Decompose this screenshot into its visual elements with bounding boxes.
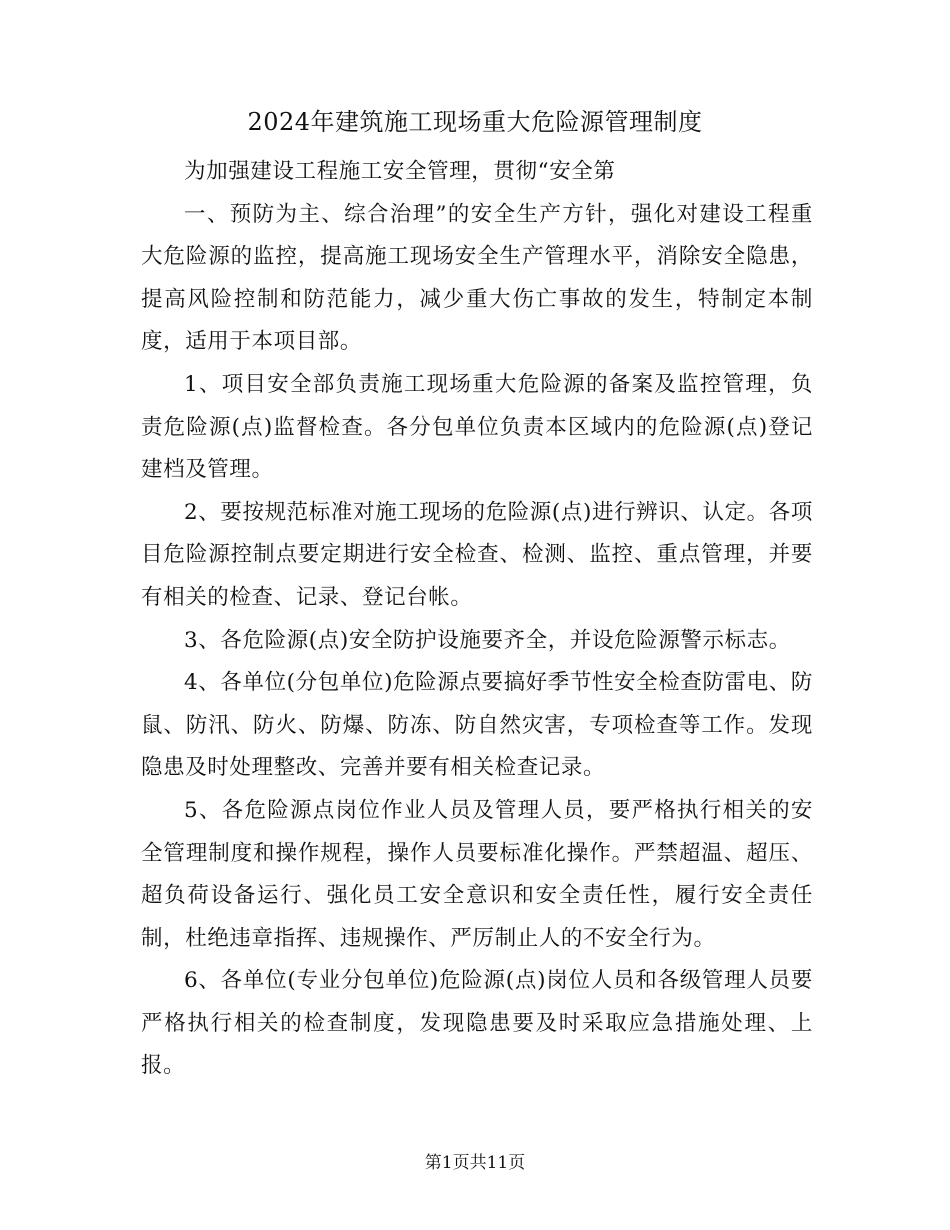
paragraph-item-4: 4、各单位(分包单位)危险源点要搞好季节性安全检查防雷电、防鼠、防汛、防火、防爆、防冻、防自然灾害，专项检查等工作。发现隐患及时处理整改、完善并要有相关检查记录。	[141, 670, 813, 781]
document-title: 2024年建筑施工现场重大危险源管理制度	[247, 108, 703, 136]
document-body	[141, 151, 813, 1088]
paragraph-item-2: 2、要按规范标准对施工现场的危险源(点)进行辨识、认定。各项目危险源控制点要定期进行安全检查、检测、监控、重点管理，并要有相关的检查、记录、登记台帐。	[141, 499, 813, 610]
paragraph-intro: 为加强建设工程施工安全管理，贯彻“安全第	[184, 159, 616, 184]
paragraph-principle: 一、预防为主、综合治理”的安全生产方针，强化对建设工程重大危险源的监控，提高施工现场安全生产管理水平，消除安全隐患，提高风险控制和防范能力，减少重大伤亡事故的发生，特制定本制度，适用于本项目部。	[141, 201, 813, 355]
paragraph-item-5: 5、各危险源点岗位作业人员及管理人员，要严格执行相关的安全管理制度和操作规程，操作人员要标准化操作。严禁超温、超压、超负荷设备运行、强化员工安全意识和安全责任性，履行安全责任制，杜绝违章指挥、违规操作、严厉制止人的不安全行为。	[141, 797, 813, 951]
paragraph-item-3: 3、各危险源(点)安全防护设施要齐全，并设危险源警示标志。	[184, 627, 791, 653]
page-number: 第1页共11页	[424, 1153, 526, 1173]
paragraph-item-1: 1、项目安全部负责施工现场重大危险源的备案及监控管理，负责危险源(点)监督检查。各分包单位负责本区域内的危险源(点)登记建档及管理。	[141, 371, 813, 483]
paragraph-item-6: 6、各单位(专业分包单位)危险源(点)岗位人员和各级管理人员要严格执行相关的检查制度，发现隐患要及时采取应急措施处理、上报。	[141, 968, 813, 1079]
